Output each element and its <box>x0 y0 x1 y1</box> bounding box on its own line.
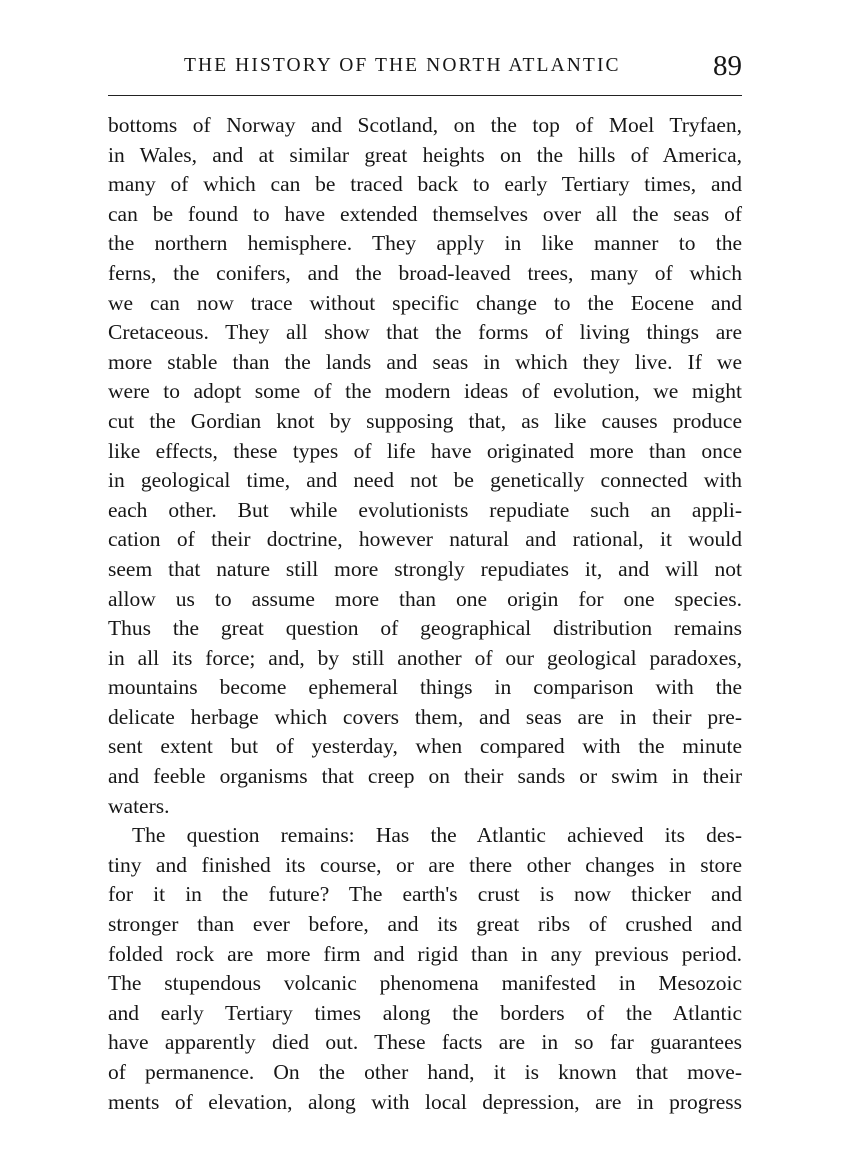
text-line: in geological time, and need not be genetically connected with <box>108 468 742 493</box>
text-line: folded rock are more firm and rigid than in any previous period. <box>108 941 742 966</box>
header-rule <box>108 95 742 96</box>
text-line: sent extent but of yesterday, when compared with the minute <box>108 734 742 759</box>
paragraph-1 <box>108 111 742 821</box>
text-line: waters. <box>108 793 170 818</box>
body-text <box>108 111 742 1117</box>
text-line: mountains become ephemeral things in comparison with the <box>108 675 742 700</box>
text-line: cut the Gordian knot by supposing that, as like causes produce <box>108 408 742 433</box>
text-line: tiny and finished its course, or are there other changes in store <box>108 852 742 877</box>
text-line: allow us to assume more than one origin for one species. <box>108 586 742 611</box>
text-line: ments of elevation, along with local depression, are in progress <box>108 1089 742 1114</box>
text-line: delicate herbage which covers them, and seas are in their pre- <box>108 704 742 729</box>
text-line: more stable than the lands and seas in which they live. If we <box>108 349 742 374</box>
text-line: have apparently died out. These facts are in so far guarantees <box>108 1030 742 1055</box>
text-line: The stupendous volcanic phenomena manifested in Mesozoic <box>108 971 742 996</box>
text-line: for it in the future? The earth's crust is now thicker and <box>108 882 742 907</box>
page-header <box>108 50 742 84</box>
text-line: Thus the great question of geographical distribution remains <box>108 616 742 641</box>
text-line: cation of their doctrine, however natural and rational, it would <box>108 527 742 552</box>
running-head: THE HISTORY OF THE NORTH ATLANTIC <box>184 55 621 76</box>
text-line: in Wales, and at similar great heights on the hills of America, <box>108 142 742 167</box>
text-line: and feeble organisms that creep on their sands or swim in their <box>108 764 742 789</box>
text-line: many of which can be traced back to early Tertiary times, and <box>108 172 742 197</box>
text-line: the northern hemisphere. They apply in like manner to the <box>108 231 742 256</box>
text-line: seem that nature still more strongly repudiates it, and will not <box>108 556 742 581</box>
text-line: bottoms of Norway and Scotland, on the top of Moel Tryfaen, <box>108 113 742 137</box>
text-line: The question remains: Has the Atlantic achieved its des- <box>132 823 742 848</box>
text-line: Cretaceous. They all show that the forms of living things are <box>108 320 742 345</box>
text-line: like effects, these types of life have originated more than once <box>108 438 742 463</box>
text-line: stronger than ever before, and its great ribs of crushed and <box>108 912 742 937</box>
text-line: of permanence. On the other hand, it is known that move- <box>108 1060 742 1084</box>
text-line: were to adopt some of the modern ideas of evolution, we might <box>108 379 742 404</box>
page-number: 89 <box>713 50 742 82</box>
text-line: we can now trace without specific change to the Eocene and <box>108 290 742 315</box>
text-line: can be found to have extended themselves over all the seas of <box>108 201 742 226</box>
text-line: each other. But while evolutionists repudiate such an appli- <box>108 497 742 522</box>
paragraph-2 <box>108 821 742 1117</box>
text-line: ferns, the conifers, and the broad-leaved trees, many of which <box>108 260 742 285</box>
text-line: and early Tertiary times along the borders of the Atlantic <box>108 1000 742 1025</box>
text-line: in all its force; and, by still another of our geological paradoxes, <box>108 645 742 670</box>
